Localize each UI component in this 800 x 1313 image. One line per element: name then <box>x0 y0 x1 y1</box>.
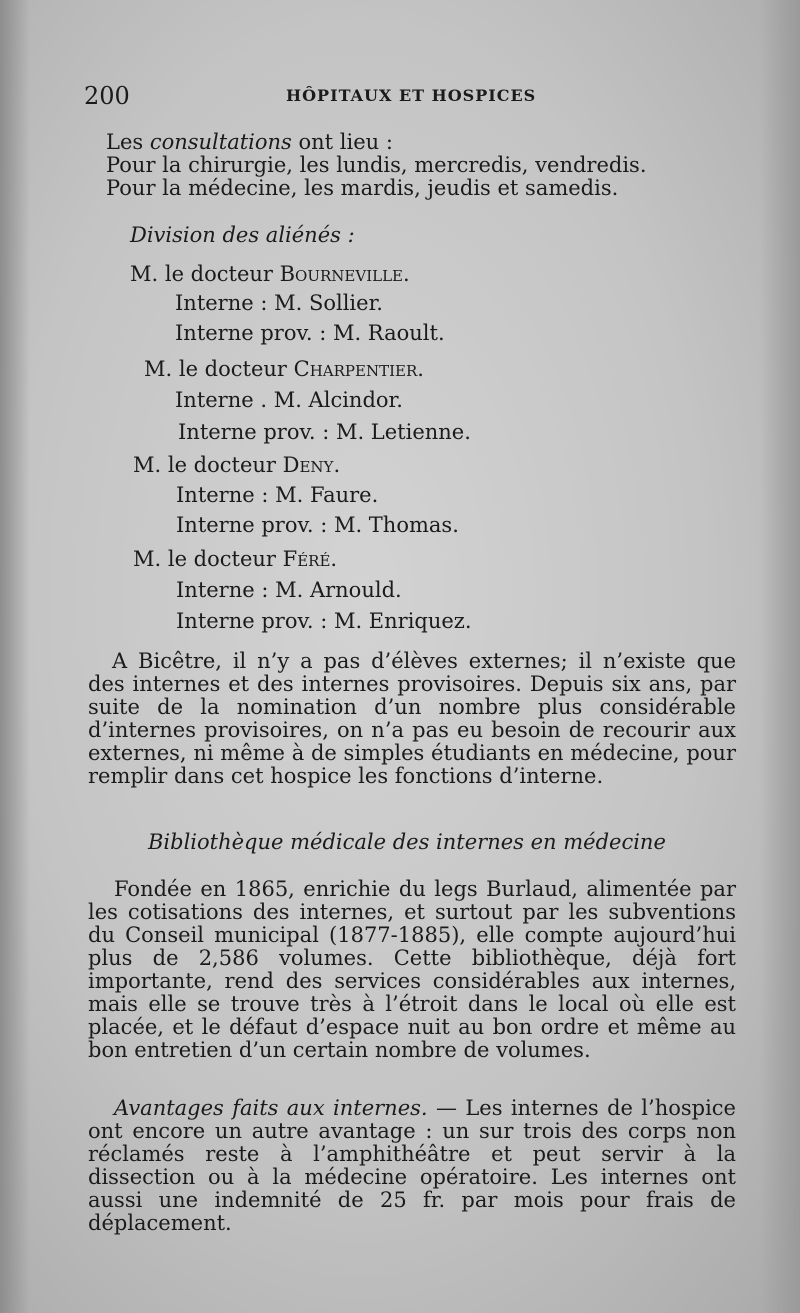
doctor-line: M. le docteur Deny. <box>133 453 341 477</box>
avantages-paragraph <box>88 1097 736 1235</box>
consultations-chirurgie: Pour la chirurgie, les lundis, mercredis, vendredis. <box>106 153 647 177</box>
interne-line: Interne : M. Faure. <box>176 483 379 507</box>
interne-prov-line: Interne prov. : M. Raoult. <box>175 321 445 345</box>
interne-prov-line: Interne prov. : M. Enriquez. <box>176 609 472 633</box>
doctor-line: M. le docteur Féré. <box>133 547 338 571</box>
interne-prov-line: Interne prov. : M. Thomas. <box>176 513 459 537</box>
avantages-text: — Les internes de l’hospice ont encore un autre avantage : un sur trois des corps non réclamés reste à l’amphithéâtre et peut servir à la dissection ou à la médecine opératoire. Les internes ont aussi une indemnité de 25 fr. par mois pour frais de déplacement. <box>88 1096 736 1235</box>
bibliotheque-heading: Bibliothèque médicale des internes en médecine <box>148 830 666 854</box>
bicetre-paragraph: A Bicêtre, il n’y a pas d’élèves externes; il n’existe que des internes et des internes provisoires. Depuis six ans, par suite de la nomination d’un nombre plus considérable d’internes provisoires, on n’a pas eu besoin de recourir aux externes, ni même à de simples étudiants en médecine, pour remplir dans cet hospice les fonctions d’interne. <box>88 649 736 788</box>
page-number: 200 <box>84 82 130 110</box>
consultations-medecine: Pour la médecine, les mardis, jeudis et samedis. <box>106 176 619 200</box>
interne-line: Interne : M. Arnould. <box>176 578 402 602</box>
interne-line: Interne . M. Alcindor. <box>175 388 403 412</box>
consultations-intro: Les consultations ont lieu : <box>106 130 393 154</box>
running-head: HÔPITAUX ET HOSPICES <box>286 86 537 105</box>
avantages-heading: Avantages faits aux internes. <box>114 1096 428 1120</box>
division-heading: Division des aliénés : <box>130 223 355 247</box>
page-header <box>84 82 734 112</box>
interne-line: Interne : M. Sollier. <box>175 291 383 315</box>
doctor-line: M. le docteur Bourneville. <box>130 262 410 286</box>
bibliotheque-paragraph: Fondée en 1865, enrichie du legs Burlaud, alimentée par les cotisations des internes, et surtout par les subventions du Conseil municipal (1877-1885), elle compte aujourd’hui plus de 2,586 volumes. Cette bibliothèque, déjà fort importante, rend des services considérables aux internes, mais elle se trouve très à l’étroit dans le local où elle est placée, et le défaut d’espace nuit au bon ordre et même au bon entretien d’un certain nombre de volumes. <box>88 877 736 1062</box>
doctor-line: M. le docteur Charpentier. <box>144 357 424 381</box>
interne-prov-line: Interne prov. : M. Letienne. <box>178 420 471 444</box>
